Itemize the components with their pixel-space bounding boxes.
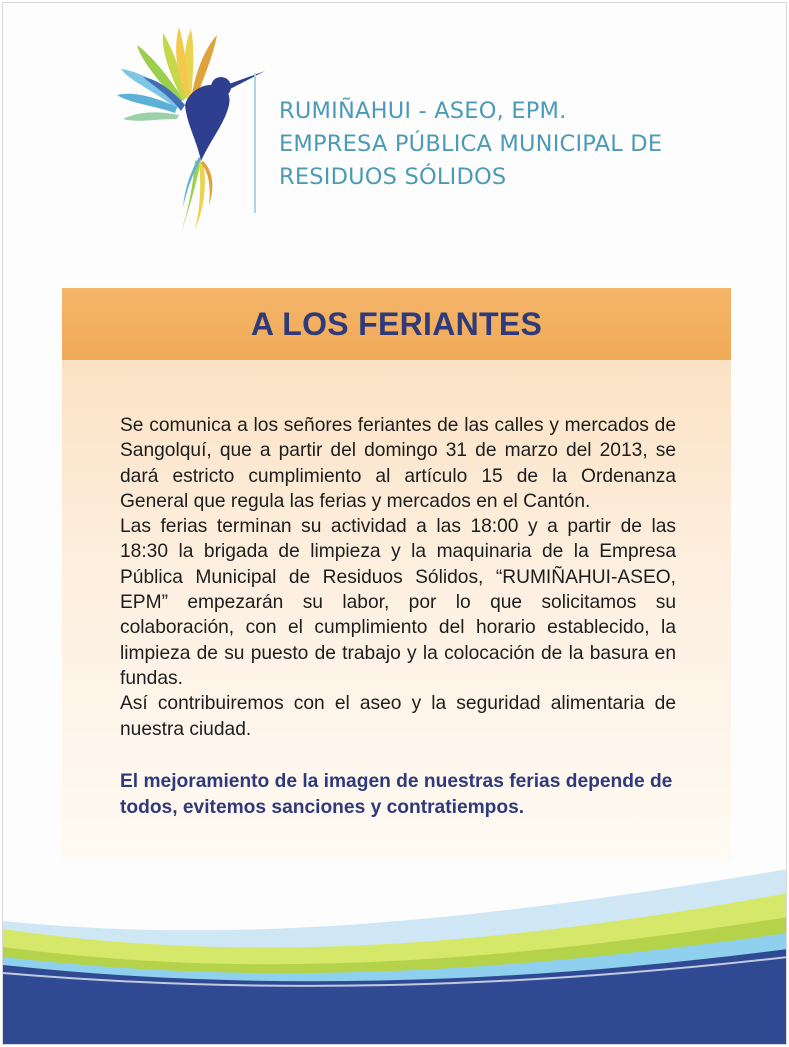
notice-text xyxy=(120,413,676,742)
org-line: EMPRESA PÚBLICA MUNICIPAL DE xyxy=(279,131,663,157)
org-line: RESIDUOS SÓLIDOS xyxy=(279,164,507,190)
notice-paragraph: Se comunica a los señores feriantes de las calles y mercados de Sangolquí, que a partir del domingo 31 de marzo del 2013, se dará estricto cumplimiento al artículo 15 de la Ordenanza General que regula las ferias y mercados en el Cantón. xyxy=(120,415,676,512)
page-title: A LOS FERIANTES xyxy=(250,305,543,342)
notice-paragraph: Las ferias terminan su actividad a las 18:00 y a partir de las 18:30 la brigada de limpieza y la maquinaria de la Empresa Pública Municipal de Residuos Sólidos, “RUMIÑAHUI-ASEO, EPM” empezarán su labor, por lo que solicitamos su colaboración, con el cumplimiento del horario establecido, la limpieza de su puesto de trabajo y la colocación de la basura en fundas. xyxy=(120,516,676,689)
notice-emphasis xyxy=(120,769,676,820)
decorative-waves xyxy=(3,861,787,1045)
header-divider xyxy=(254,73,256,213)
emphasis-text: El mejoramiento de la imagen de nuestras ferias depende de todos, evitemos sanciones y contratiempos. xyxy=(120,771,673,818)
title-banner xyxy=(62,288,731,360)
document-page xyxy=(2,2,787,1045)
notice-paragraph: Así contribuiremos con el aseo y la seguridad alimentaria de nuestra ciudad. xyxy=(120,693,676,740)
organization-name xyxy=(279,95,662,194)
hummingbird-logo-icon xyxy=(115,21,265,236)
org-line: RUMIÑAHUI - ASEO, EPM. xyxy=(279,98,567,124)
